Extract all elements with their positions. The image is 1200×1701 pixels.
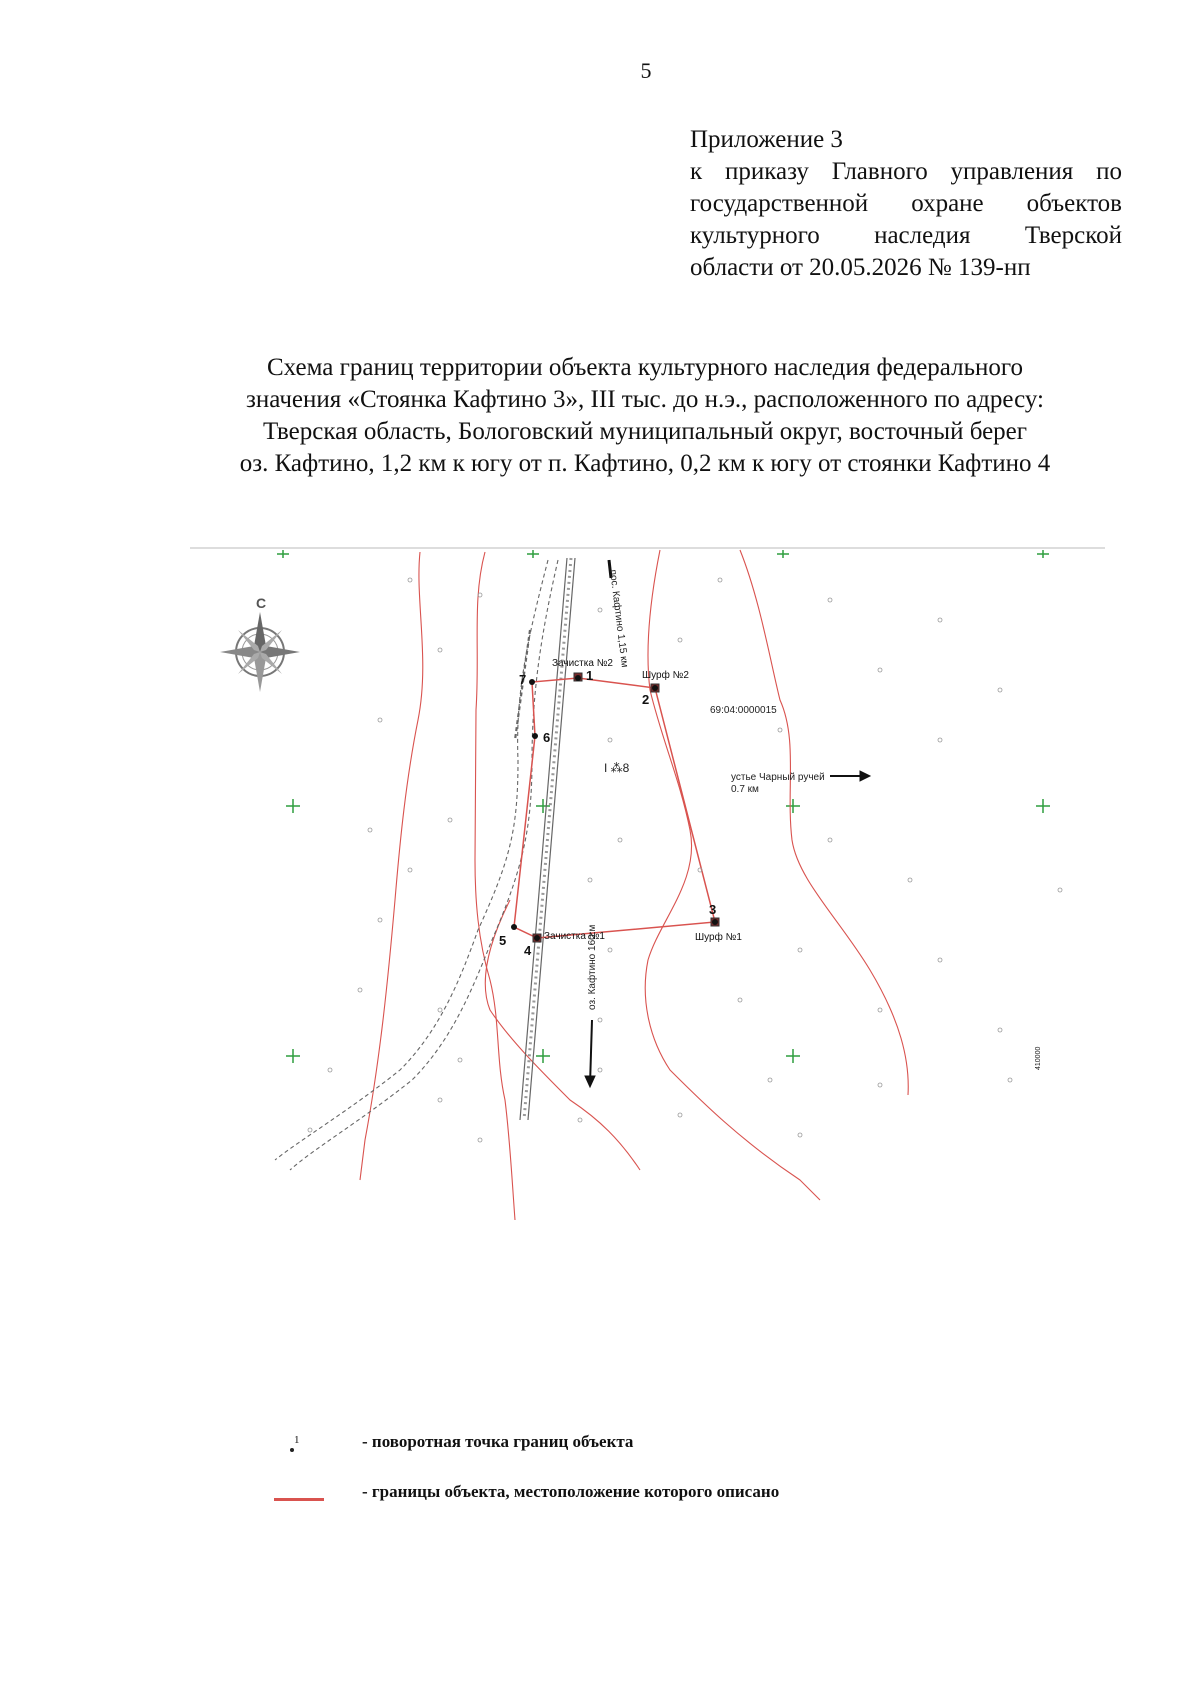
title-line: Тверская область, Бологовский муниципальный округ, восточный берег bbox=[262, 418, 1028, 445]
legend-line-text: - границы объекта, местоположение которого описано bbox=[362, 1482, 780, 1501]
grid-crosses bbox=[277, 550, 1050, 1063]
page-number: 5 bbox=[640, 58, 652, 83]
point-label: 3 bbox=[709, 902, 717, 917]
direction-arrows bbox=[585, 560, 870, 1087]
appendix-line: государственной охране объектов bbox=[690, 190, 1122, 217]
legend-row-point bbox=[270, 1432, 970, 1482]
point-label: 2 bbox=[642, 692, 650, 707]
label-zachistka-1: Зачистка №1 bbox=[544, 931, 605, 942]
label-center-mark: I ⁂8 bbox=[604, 761, 630, 775]
title-line: оз. Кафтино, 1,2 км к югу от п. Кафтино, 0,2 км к югу от стоянки Кафтино 4 bbox=[239, 450, 1051, 477]
compass-rose bbox=[220, 595, 300, 692]
appendix-line: культурного наследия Тверской bbox=[690, 222, 1122, 249]
turning-points bbox=[511, 675, 718, 941]
label-grid-value: 410000 bbox=[1035, 1046, 1042, 1070]
boundary-line-icon bbox=[274, 1498, 324, 1501]
label-zachistka-2: Зачистка №2 bbox=[552, 658, 613, 669]
appendix-line: области от 20.05.2026 № 139-нп bbox=[690, 254, 1031, 281]
appendix-line: Приложение 3 bbox=[690, 126, 843, 153]
label-stream-distance: 0.7 км bbox=[731, 784, 759, 795]
label-cadastre: 69:04:0000015 bbox=[710, 705, 777, 716]
legend-row-line bbox=[270, 1482, 970, 1532]
excavation-squares bbox=[533, 673, 719, 942]
title-line: Схема границ территории объекта культурного наследия федерального bbox=[266, 354, 1024, 381]
appendix-line: к приказу Главного управления по bbox=[690, 158, 1122, 185]
point-label: 1 bbox=[586, 668, 594, 683]
label-to-village: пос. Кафтино 1,15 км bbox=[607, 569, 630, 669]
title-line: значения «Стоянка Кафтино 3», III тыс. до н.э., расположенного по адресу: bbox=[246, 386, 1044, 413]
point-label: 7 bbox=[519, 672, 527, 687]
label-stream: устье Чарный ручей bbox=[731, 772, 825, 783]
label-shurf-1: Шурф №1 bbox=[695, 932, 742, 943]
appendix-block bbox=[690, 124, 1122, 284]
site-map bbox=[180, 540, 1110, 1220]
compass-north-label: С bbox=[256, 595, 267, 611]
turning-point-icon bbox=[294, 1434, 300, 1446]
legend-point-text: - поворотная точка границ объекта bbox=[362, 1432, 634, 1451]
legend-point-marker: 1 bbox=[294, 1434, 300, 1446]
point-label: 5 bbox=[499, 933, 507, 948]
label-shurf-2: Шурф №2 bbox=[642, 670, 689, 681]
survey-dots bbox=[308, 578, 1062, 1142]
point-label: 6 bbox=[543, 730, 551, 745]
legend bbox=[270, 1432, 970, 1532]
point-label: 4 bbox=[524, 943, 532, 958]
dashed-tracks bbox=[275, 560, 558, 1170]
document-title bbox=[150, 352, 1140, 480]
label-to-lake: оз. Кафтино 160 м bbox=[587, 924, 598, 1010]
